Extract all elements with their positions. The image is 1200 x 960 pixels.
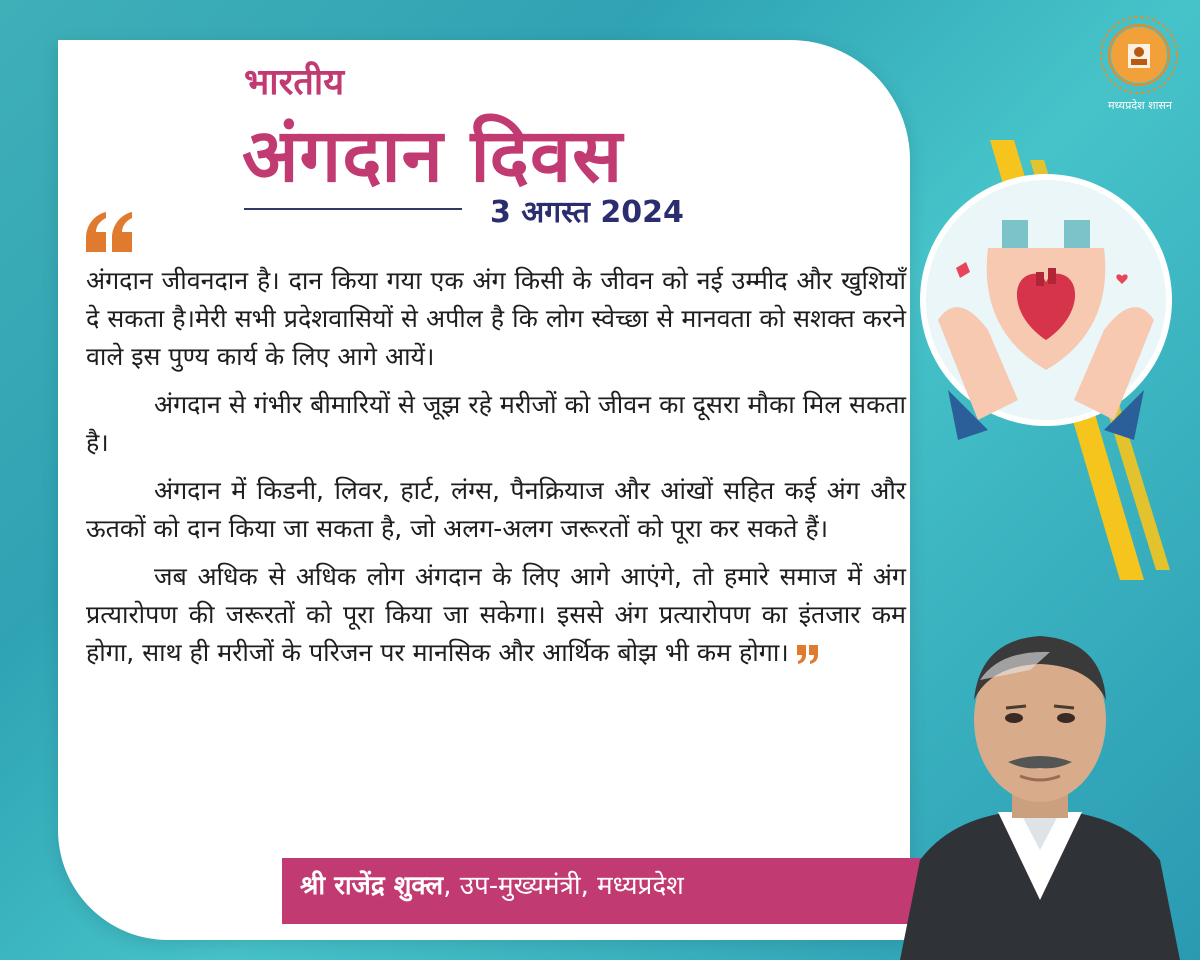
signature-designation: , उप-मुख्यमंत्री, मध्यप्रदेश bbox=[443, 871, 684, 901]
signature bbox=[300, 866, 684, 902]
emblem-label: मध्यप्रदेश शासन bbox=[1107, 99, 1173, 112]
paragraph-2: अंगदान से गंभीर बीमारियों से जूझ रहे मरीजों को जीवन का दूसरा मौका मिल सकता है। bbox=[86, 390, 906, 457]
paragraph-1: अंगदान जीवनदान है। दान किया गया एक अंग किसी के जीवन को नई उम्मीद और खुशियाँ दे सकता है।मेरी सभी प्रदेशवासियों से अपील है कि लोग स्वेच्छा से मानवता को सशक्त करने वाले इस पुण्य कार्य के लिए आगे आयें। bbox=[86, 266, 906, 371]
message-body bbox=[86, 262, 906, 682]
paragraph-3: अंगदान में किडनी, लिवर, हार्ट, लंग्स, पैनक्रियाज और आंखों सहित कई अंग और ऊतकों को दान किया जा सकता है, जो अलग-अलग जरूरतों को पूरा कर सकते हैं। bbox=[86, 476, 906, 543]
hands-holding-heart-icon bbox=[918, 140, 1200, 580]
quote-open-icon bbox=[80, 208, 136, 256]
page-title: अंगदान दिवस bbox=[242, 113, 624, 199]
signature-name: श्री राजेंद्र शुक्ल bbox=[300, 871, 444, 901]
message-card bbox=[58, 40, 910, 940]
state-emblem-icon bbox=[1098, 14, 1180, 96]
paragraph-4-text: जब अधिक से अधिक लोग अंगदान के लिए आगे आएंगे, तो हमारे समाज में अंग प्रत्यारोपण की जरूरतों को पूरा किया जा सकेगा। इससे अंग प्रत्यारोपण का इंतजार कम होगा, साथ ही मरीजों के परिजन पर मानसिक और आर्थिक बोझ भी कम होगा। bbox=[86, 562, 906, 667]
quote-close-icon bbox=[795, 643, 821, 665]
event-date: 3 अगस्त 2024 bbox=[490, 195, 684, 230]
paragraph-4 bbox=[86, 558, 906, 672]
title-divider bbox=[244, 208, 462, 210]
portrait-photo bbox=[880, 600, 1200, 960]
sub-title: भारतीय bbox=[244, 62, 345, 103]
